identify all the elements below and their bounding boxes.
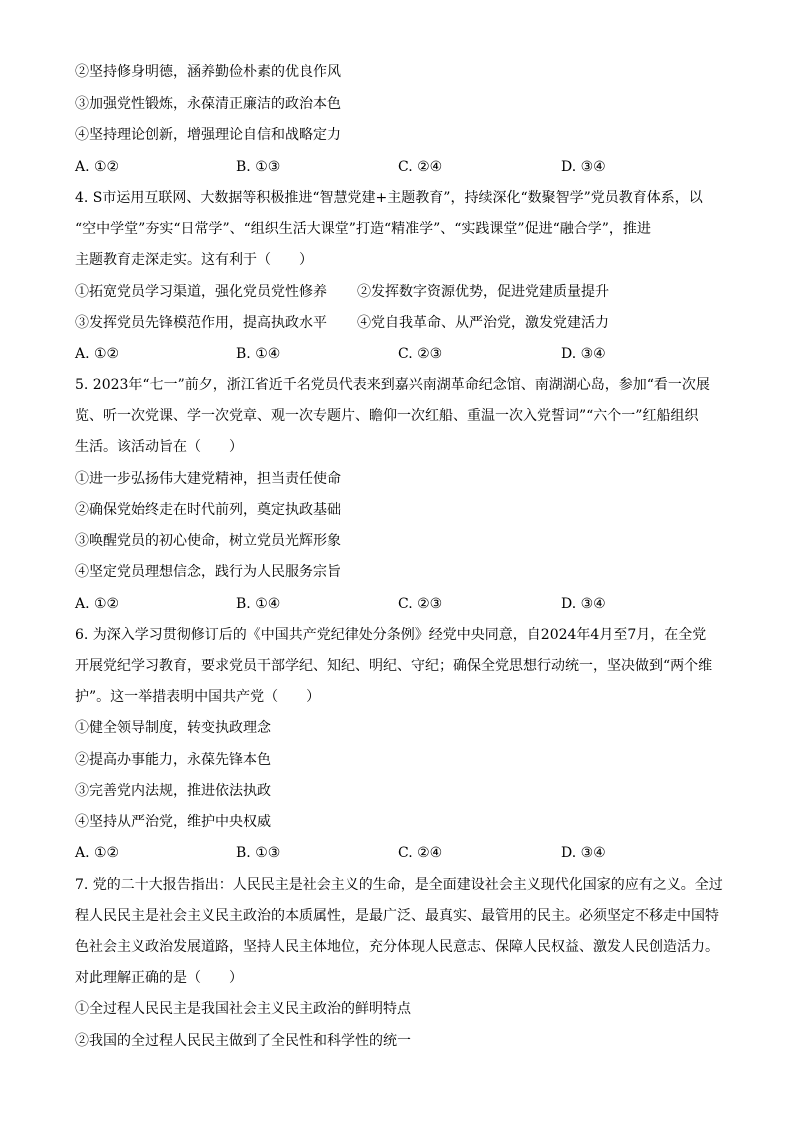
q3-item-3: ③加强党性锻炼，永葆清正廉洁的政治本色 — [75, 96, 341, 112]
q5-item-2: ②确保党始终走在时代前列，奠定执政基础 — [75, 502, 341, 518]
q5-stem-line-2: 览、听一次党课、学一次党章、观一次专题片、瞻仰一次红船、重温一次入党誓词”“六个一”红船组织 — [75, 408, 699, 424]
q5-option-a[interactable]: A. ①② — [75, 596, 120, 612]
q7-stem-line-4: 对此理解正确的是（ ） — [75, 970, 243, 986]
q3-option-d[interactable]: D. ③④ — [561, 159, 606, 175]
q4-item-3: ③发挥党员先锋模范作用，提高执政水平 — [75, 315, 327, 331]
q7-item-2: ②我国的全过程人民民主做到了全民性和科学性的统一 — [75, 1033, 411, 1049]
q5-option-d[interactable]: D. ③④ — [561, 596, 606, 612]
q6-option-c[interactable]: C. ②④ — [398, 845, 443, 861]
q6-stem-line-1: 6. 为深入学习贯彻修订后的《中国共产党纪律处分条例》经党中央同意，自2024年4月至7月，在全党 — [75, 627, 707, 643]
q5-item-1: ①进一步弘扬伟大建党精神，担当责任使命 — [75, 471, 341, 487]
q4-option-c[interactable]: C. ②③ — [398, 346, 443, 362]
q6-stem-line-2: 开展党纪学习教育，要求党员干部学纪、知纪、明纪、守纪；确保全党思想行动统一，坚决做到“两个维 — [75, 658, 713, 674]
q5-item-3: ③唤醒党员的初心使命，树立党员光辉形象 — [75, 533, 341, 549]
q6-item-1: ①健全领导制度，转变执政理念 — [75, 720, 271, 736]
q3-item-2: ②坚持修身明德，涵养勤俭朴素的优良作风 — [75, 64, 341, 80]
q7-stem-line-1: 7. 党的二十大报告指出：人民民主是社会主义的生命，是全面建设社会主义现代化国家的应有之义。全过 — [75, 877, 723, 893]
q4-item-4: ④党自我革命、从严治党，激发党建活力 — [357, 315, 609, 331]
q7-item-1: ①全过程人民民主是我国社会主义民主政治的鲜明特点 — [75, 1001, 411, 1017]
q5-item-4: ④坚定党员理想信念，践行为人民服务宗旨 — [75, 564, 341, 580]
q6-option-a[interactable]: A. ①② — [75, 845, 120, 861]
q4-item-2: ②发挥数字资源优势，促进党建质量提升 — [357, 284, 609, 300]
q3-option-a[interactable]: A. ①② — [75, 159, 120, 175]
q6-item-3: ③完善党内法规，推进依法执政 — [75, 783, 271, 799]
q4-item-1: ①拓宽党员学习渠道，强化党员党性修养 — [75, 284, 327, 300]
q7-stem-line-2: 程人民民主是社会主义民主政治的本质属性，是最广泛、最真实、最管用的民主。必须坚定不移走中国特 — [75, 908, 719, 924]
q6-option-d[interactable]: D. ③④ — [561, 845, 606, 861]
q5-stem-line-1: 5. 2023年“七一”前夕，浙江省近千名党员代表来到嘉兴南湖革命纪念馆、南湖湖心岛，参加“看一次展 — [75, 377, 710, 393]
q3-option-c[interactable]: C. ②④ — [398, 159, 443, 175]
q5-stem-line-3: 生活。该活动旨在（ ） — [75, 439, 243, 455]
q4-stem-line-2: “空中学堂”夯实“日常学”、“组织生活大课堂”打造“精准学”、“实践课堂”促进“融合学”，推进 — [75, 221, 651, 237]
q6-stem-line-3: 护”。这一举措表明中国共产党（ ） — [75, 689, 321, 705]
q6-item-2: ②提高办事能力，永葆先锋本色 — [75, 752, 271, 768]
q6-item-4: ④坚持从严治党，维护中央权威 — [75, 814, 271, 830]
q4-option-d[interactable]: D. ③④ — [561, 346, 606, 362]
q7-stem-line-3: 色社会主义政治发展道路，坚持人民主体地位，充分体现人民意志、保障人民权益、激发人民创造活力。 — [75, 939, 719, 955]
q3-option-b[interactable]: B. ①③ — [236, 159, 281, 175]
q4-option-b[interactable]: B. ①④ — [236, 346, 281, 362]
q6-option-b[interactable]: B. ①③ — [236, 845, 281, 861]
q4-stem-line-1: 4. S市运用互联网、大数据等积极推进“智慧党建+主题教育”，持续深化“数聚智学”党员教育体系，以 — [75, 190, 703, 206]
q5-option-b[interactable]: B. ①④ — [236, 596, 281, 612]
q5-option-c[interactable]: C. ②③ — [398, 596, 443, 612]
q4-stem-line-3: 主题教育走深走实。这有利于（ ） — [75, 252, 313, 268]
q3-item-4: ④坚持理论创新，增强理论自信和战略定力 — [75, 127, 341, 143]
q4-option-a[interactable]: A. ①② — [75, 346, 120, 362]
